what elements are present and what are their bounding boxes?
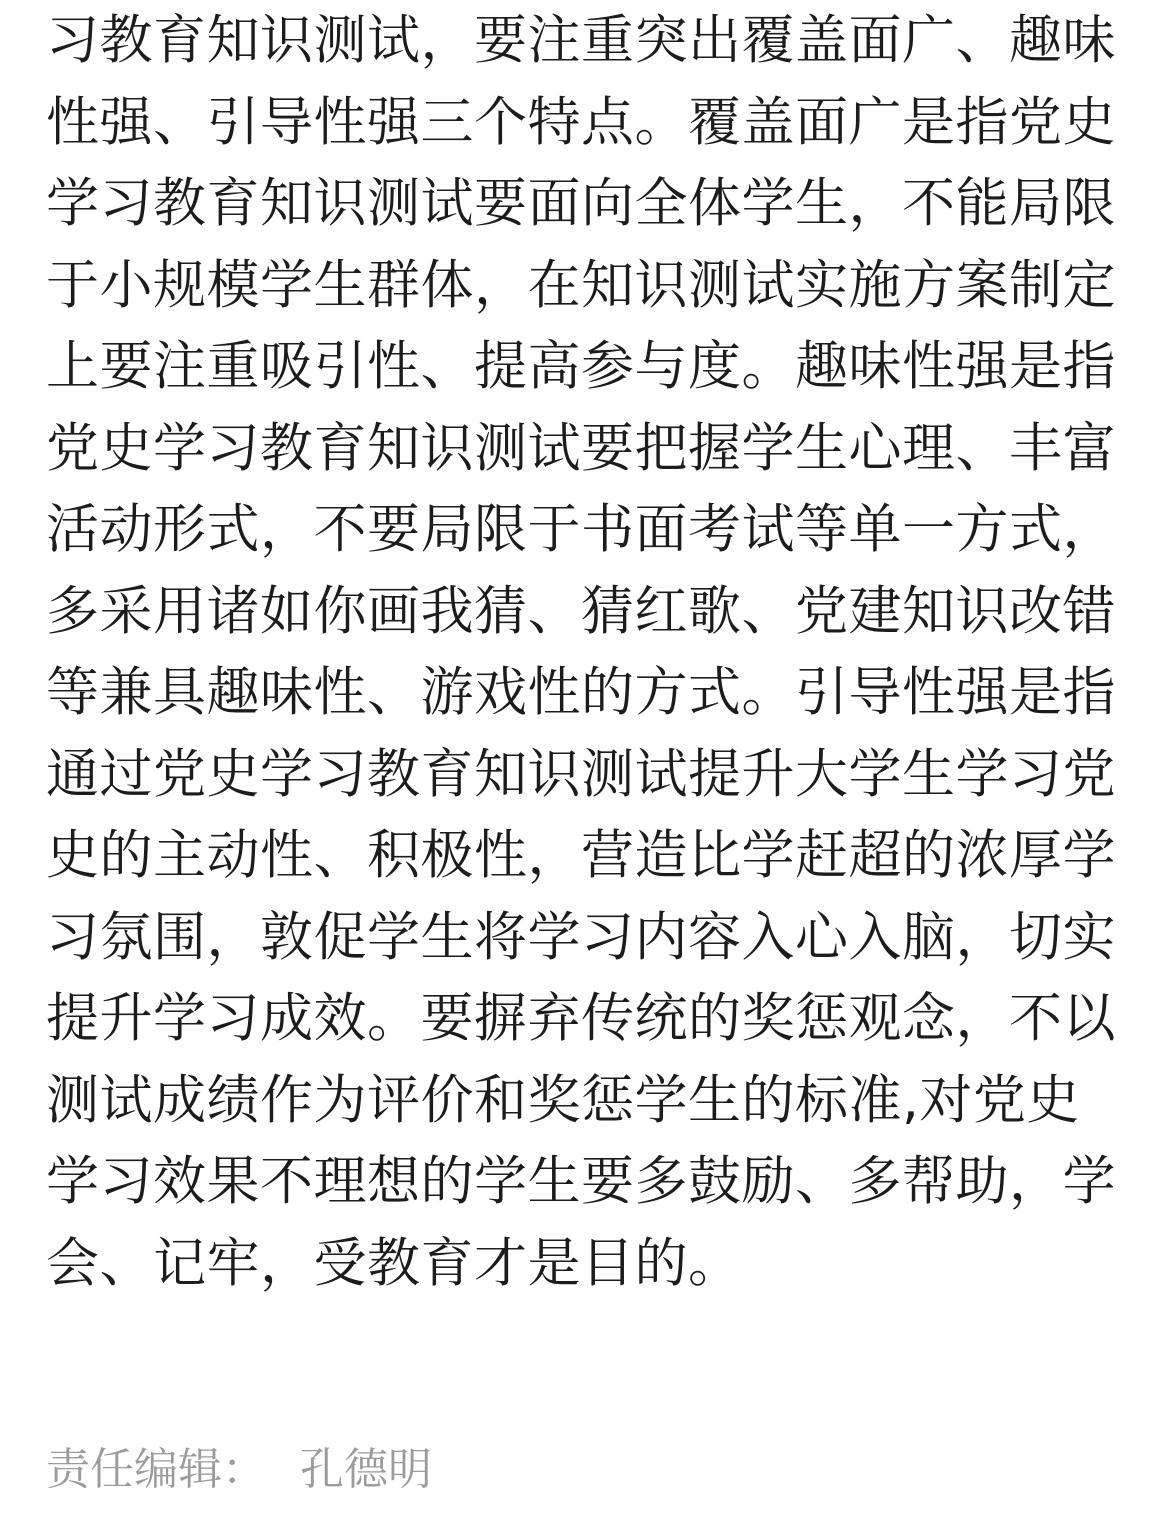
article-line: 通过党史学习教育知识测试提升大学生学习党 [46, 743, 1116, 805]
article-line: 学习效果不理想的学生要多鼓励、多帮助，学 [46, 1151, 1116, 1212]
article-line: 史的主动性、积极性，营造比学赶超的浓厚学 [46, 825, 1116, 886]
article-line: 习氛围，敦促学生将学习内容入心入脑，切实 [46, 906, 1116, 968]
article-line: 习教育知识测试，要注重突出覆盖面广、趣味 [46, 10, 1116, 71]
editor-name: 孔德明 [300, 1444, 432, 1495]
editor-credit [46, 1440, 432, 1500]
article-line: 性强、引导性强三个特点。覆盖面广是指党史 [46, 91, 1116, 153]
article-line: 活动形式，不要局限于书面考试等单一方式， [46, 499, 1116, 560]
article-line: 上要注重吸引性、提高参与度。趣味性强是指 [46, 336, 1116, 397]
article-line: 党史学习教育知识测试要把握学生心理、丰富 [46, 417, 1116, 479]
editor-label: 责任编辑： [46, 1444, 266, 1495]
article-body [46, 0, 1136, 1304]
article-line: 多采用诸如你画我猜、猜红歌、党建知识改错 [46, 580, 1116, 642]
article-line: 等兼具趣味性、游戏性的方式。引导性强是指 [46, 662, 1116, 723]
article-line: 提升学习成效。要摒弃传统的奖惩观念，不以 [46, 988, 1116, 1049]
article-line: 测试成绩作为评价和奖惩学生的标准,对党史 [46, 1069, 1080, 1131]
article-line: 于小规模学生群体，在知识测试实施方案制定 [46, 254, 1116, 316]
article-line: 会、记牢，受教育才是目的。 [46, 1232, 742, 1294]
article-line: 学习教育知识测试要面向全体学生，不能局限 [46, 173, 1116, 234]
